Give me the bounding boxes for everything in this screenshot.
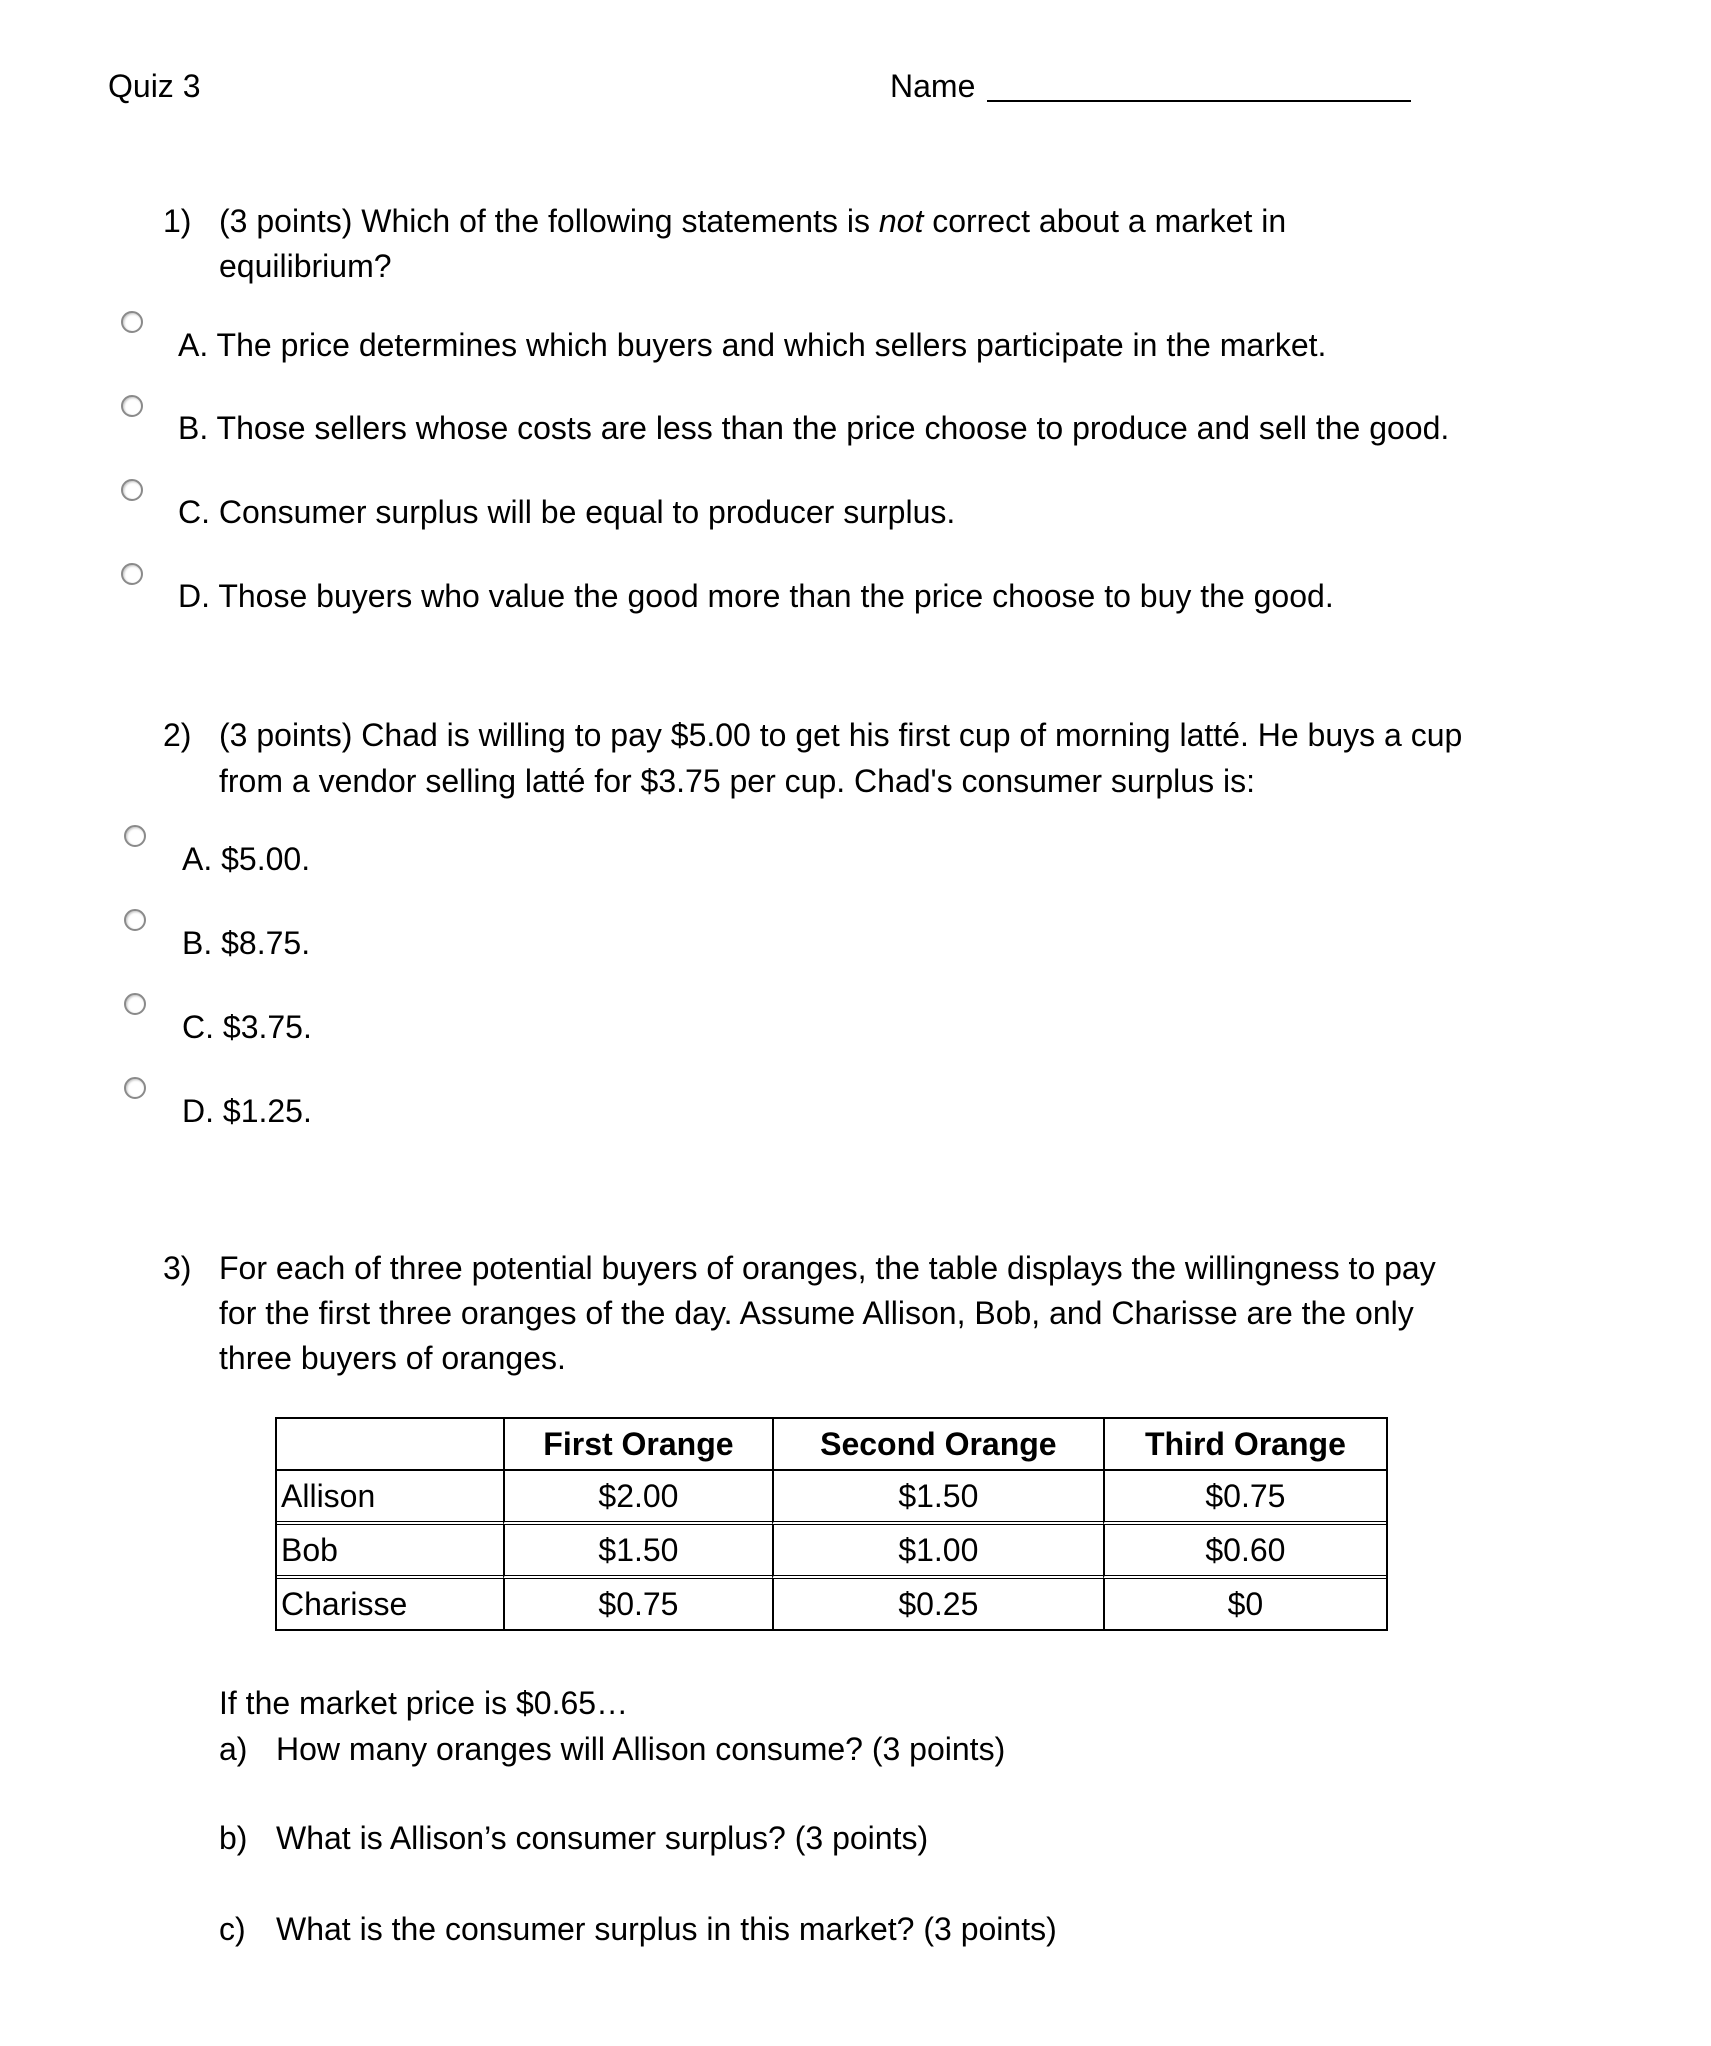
q1-option-d: D. Those buyers who value the good more than the price choose to buy the good. [178, 578, 1334, 614]
table-cell: $1.50 [772, 1471, 1103, 1525]
table-header-row [277, 1419, 1386, 1471]
table-row [277, 1471, 1386, 1525]
q2-option-a: A. $5.00. [182, 841, 311, 877]
q1-option-b-radio[interactable] [121, 395, 143, 417]
name-label: Name [890, 68, 976, 104]
table-row [277, 1579, 1386, 1629]
table-cell-buyer: Charisse [281, 1585, 408, 1622]
q2-option-d: D. $1.25. [182, 1093, 312, 1129]
sub-question-c-label: c) [219, 1911, 246, 1947]
q2-option-d-radio[interactable] [124, 1077, 146, 1099]
q1-option-c-radio[interactable] [121, 479, 143, 501]
table-header-cell: Third Orange [1103, 1419, 1386, 1471]
q1-number: 1) [163, 203, 192, 239]
q2-option-b-radio[interactable] [124, 909, 146, 931]
table-cell: $0.75 [503, 1579, 772, 1629]
market-price-text: If the market price is $0.65… [219, 1685, 629, 1721]
quiz-title: Quiz 3 [108, 68, 201, 104]
sub-question-c: What is the consumer surplus in this market? (3 points) [276, 1911, 1057, 1947]
sub-question-b-label: b) [219, 1820, 248, 1856]
table-row [277, 1525, 1386, 1579]
table-cell: $0.25 [772, 1579, 1103, 1629]
q1-option-a: A. The price determines which buyers and which sellers participate in the market. [178, 327, 1327, 363]
q2-prompt-line1: (3 points) Chad is willing to pay $5.00 to get his first cup of morning latté. He buys a cup [219, 717, 1463, 753]
q3-prompt-line2: for the first three oranges of the day. Assume Allison, Bob, and Charisse are the only [219, 1295, 1414, 1331]
q1-option-d-radio[interactable] [121, 563, 143, 585]
q1-option-b: B. Those sellers whose costs are less than the price choose to produce and sell the good. [178, 410, 1450, 446]
table-header-cell: Second Orange [772, 1419, 1103, 1471]
table-cell: $0.75 [1103, 1471, 1386, 1525]
q1-prompt-line1: (3 points) Which of the following statements is not correct about a market in [219, 203, 1287, 239]
table-cell: $0 [1103, 1579, 1386, 1629]
q2-option-a-radio[interactable] [124, 825, 146, 847]
sub-question-b: What is Allison’s consumer surplus? (3 points) [276, 1820, 929, 1856]
table-header-cell: First Orange [503, 1419, 772, 1471]
willingness-to-pay-table [275, 1417, 1388, 1631]
table-cell-buyer: Allison [277, 1471, 503, 1525]
q2-prompt-line2: from a vendor selling latté for $3.75 per cup. Chad's consumer surplus is: [219, 763, 1255, 799]
sub-question-a: How many oranges will Allison consume? (3 points) [276, 1731, 1006, 1767]
q1-option-c: C. Consumer surplus will be equal to producer surplus. [178, 494, 956, 530]
q1-option-a-radio[interactable] [121, 311, 143, 333]
name-blank-line[interactable] [987, 100, 1411, 102]
q2-number: 2) [163, 717, 192, 753]
table-cell-buyer: Bob [277, 1525, 503, 1579]
table-cell: $1.50 [503, 1525, 772, 1579]
sub-question-a-label: a) [219, 1731, 248, 1767]
q1-prompt-line2: equilibrium? [219, 248, 392, 284]
q2-option-c-radio[interactable] [124, 993, 146, 1015]
q3-number: 3) [163, 1250, 192, 1286]
table-header-cell [277, 1419, 503, 1471]
q2-option-b: B. $8.75. [182, 925, 311, 961]
table-cell: $2.00 [503, 1471, 772, 1525]
table-cell: $0.60 [1103, 1525, 1386, 1579]
q3-prompt-line3: three buyers of oranges. [219, 1340, 566, 1376]
table-cell: $1.00 [772, 1525, 1103, 1579]
q2-option-c: C. $3.75. [182, 1009, 312, 1045]
q3-prompt-line1: For each of three potential buyers of oranges, the table displays the willingness to pay [219, 1250, 1436, 1286]
